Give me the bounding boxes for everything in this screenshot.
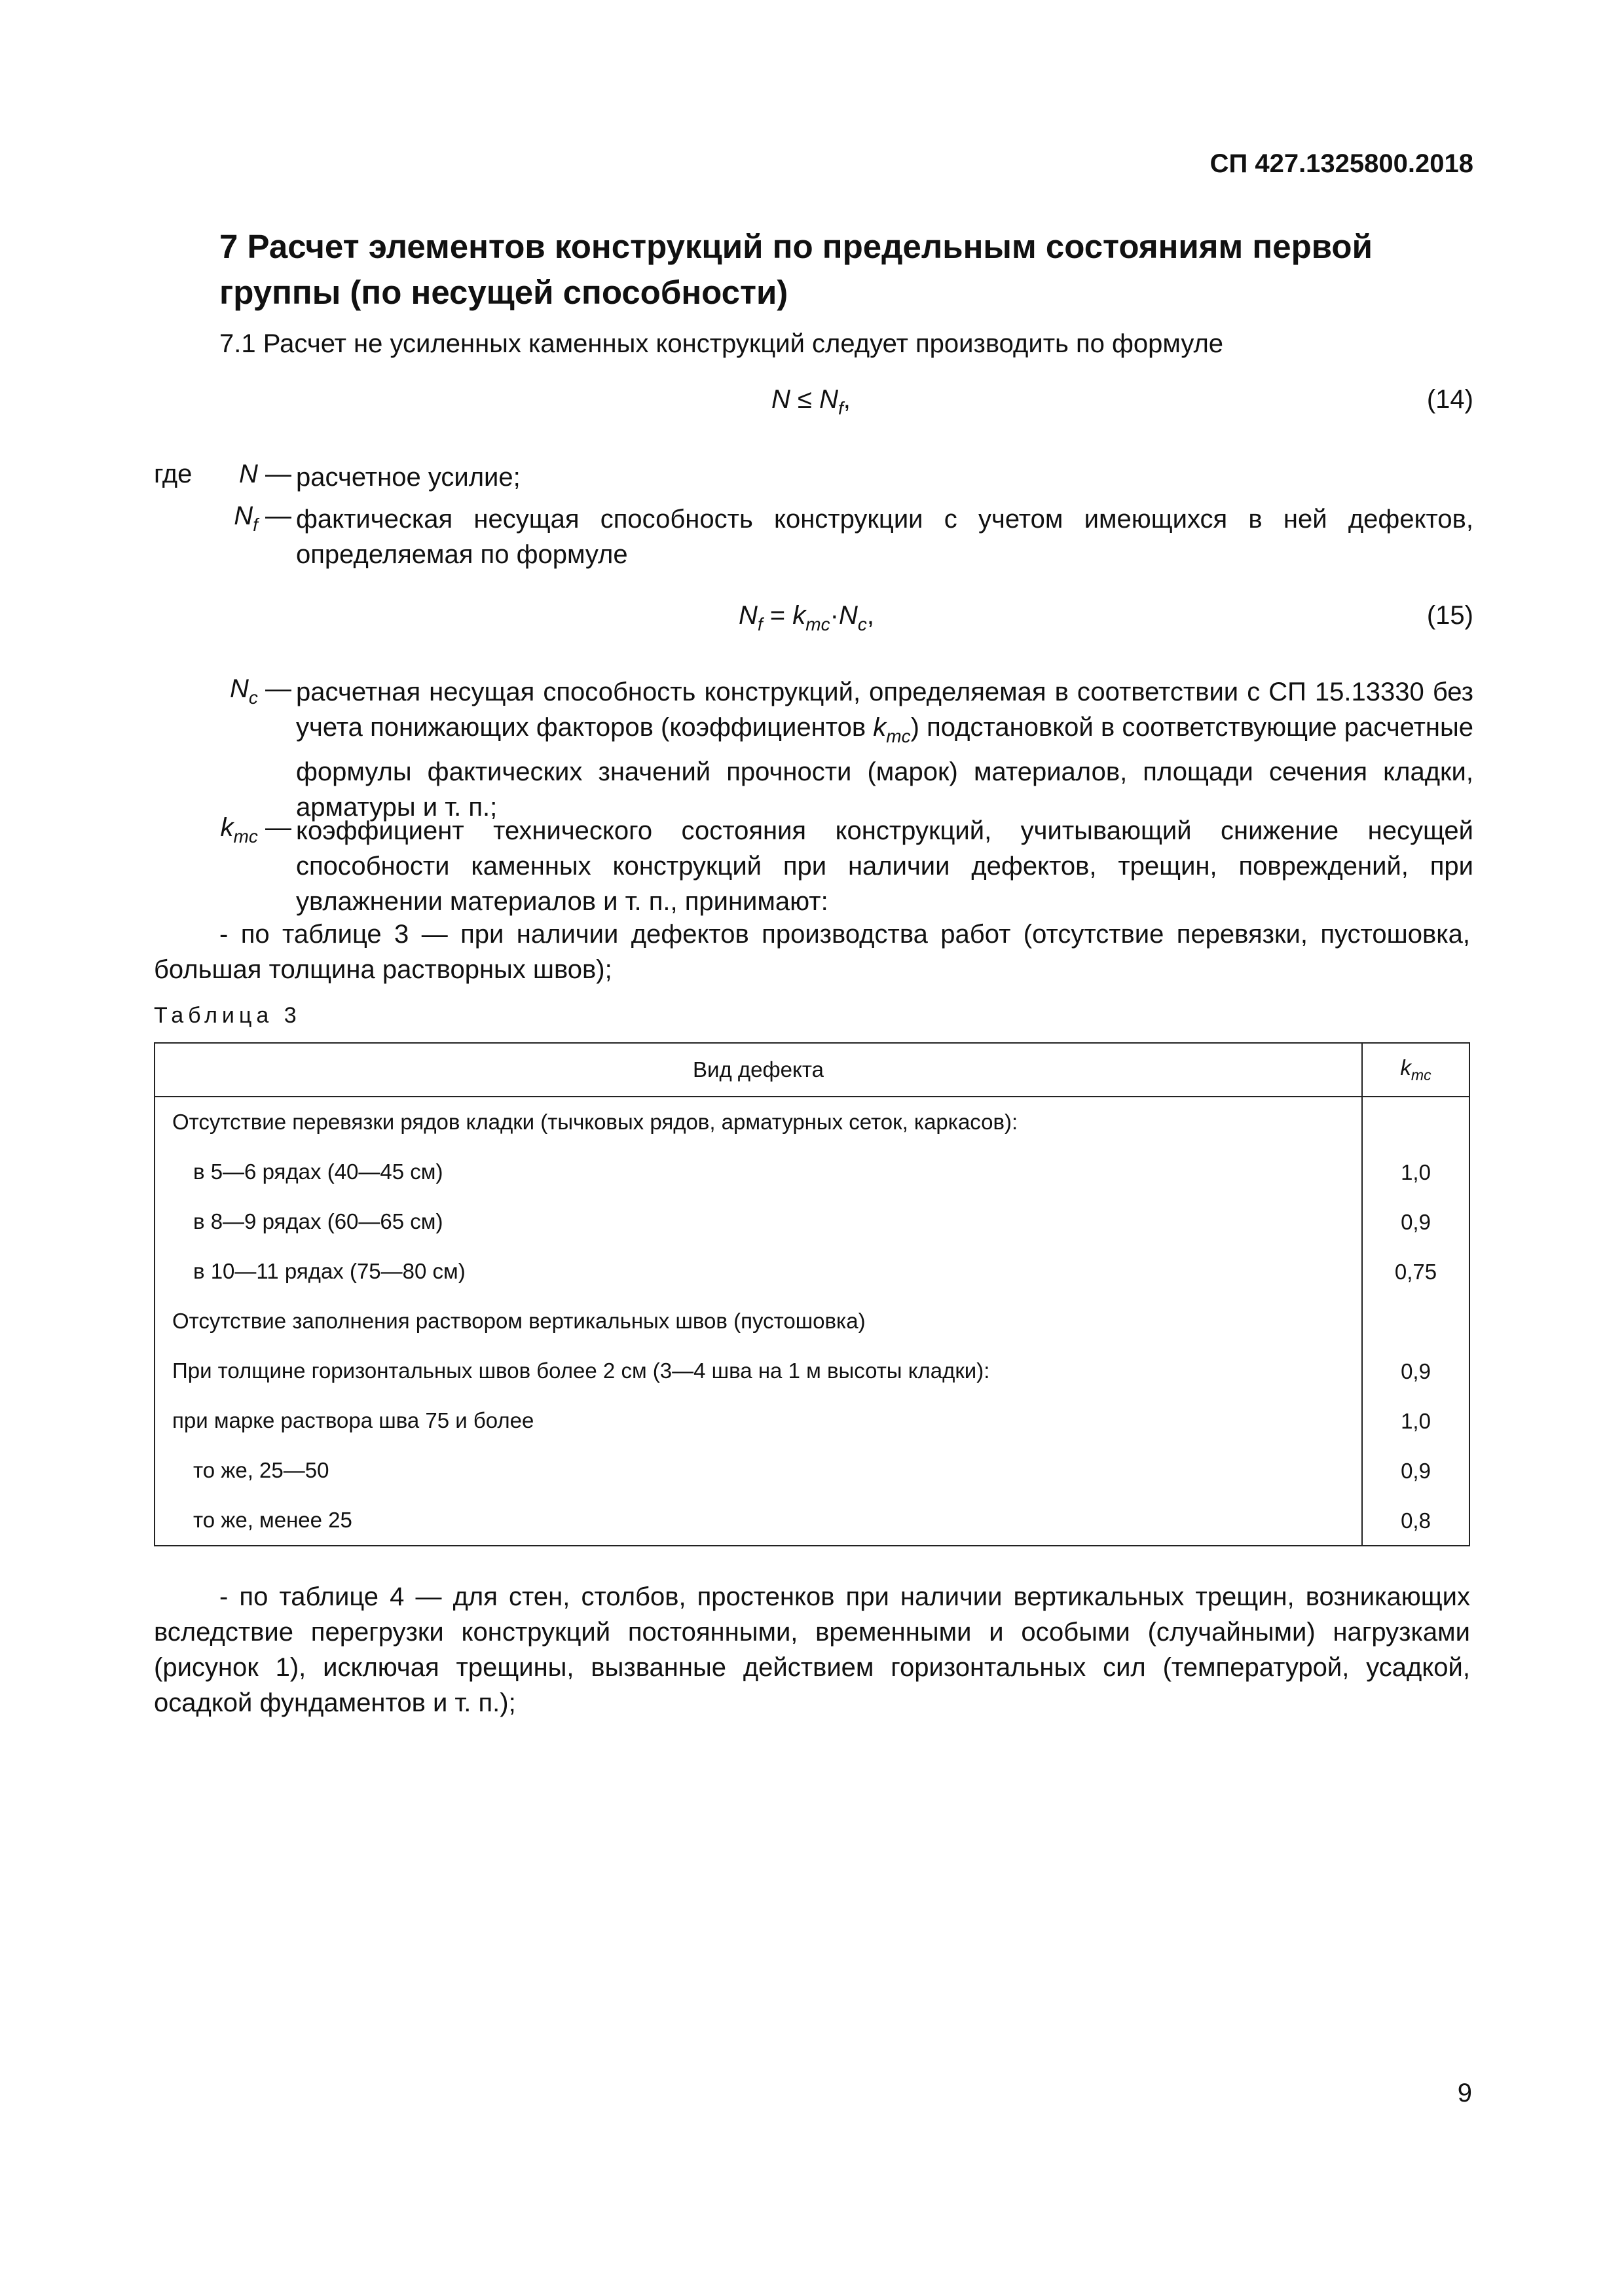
inline-symbol: k xyxy=(873,713,887,742)
term-subscript: c xyxy=(248,687,258,708)
equation-number-14: (14) xyxy=(1426,385,1473,414)
bullet-table-4: - по таблице 4 — для стен, столбов, простенков при наличии вертикальных трещин, возникающих вследствие перегрузки конструкций постоянными, временными и особыми (случайными) нагрузками (рисунок 1), исключая трещины, вызванные действием горизонтальных сил (температурой, усадкой, осадкой фундаментов и т. п.); xyxy=(154,1582,1470,1717)
definition-text-kmc: коэффициент технического состояния конструкций, учитывающий снижение несущей способности каменных конструкций при наличии дефектов, трещин, повреждений, при увлажнении материалов и т. п., принимают: xyxy=(296,816,1473,916)
table-row xyxy=(155,1396,1469,1446)
section-title: 7 Расчет элементов конструкций по предельным состояниям первой группы (по несущей способности) xyxy=(219,228,1373,311)
table-caption: Таблица 3 xyxy=(154,1003,301,1028)
formula-15-k: k xyxy=(792,601,806,630)
definition-text-N: расчетное усилие; xyxy=(296,463,521,492)
where-label: где xyxy=(154,460,193,488)
formula-15-k-sub: mc xyxy=(805,613,830,634)
page-number: 9 xyxy=(1457,2079,1472,2107)
formula-15-lhs: N xyxy=(739,601,758,630)
formula-15-dot: · xyxy=(830,601,839,630)
row-value: 1,0 xyxy=(1362,1147,1469,1197)
row-value xyxy=(1362,1296,1469,1346)
header-kmc xyxy=(1362,1043,1469,1097)
formula-14-op: ≤ xyxy=(798,385,812,414)
term-dash: — xyxy=(265,460,291,488)
row-description: Отсутствие заполнения раствором вертикальных швов (пустошовка) xyxy=(155,1296,1362,1346)
row-description: При толщине горизонтальных швов более 2 см (3—4 шва на 1 м высоты кладки): xyxy=(155,1346,1362,1396)
term-symbol: N xyxy=(229,674,249,703)
definition-term-N xyxy=(154,460,291,489)
table-row xyxy=(155,1495,1469,1546)
formula-15-trail: , xyxy=(866,601,874,630)
formula-14-lhs: N xyxy=(771,385,790,414)
text-part: ) подстановкой в соответствующие расчетные формулы фактических значений прочности (марок) материалов, площади сечения кладки, арматуры и т. п.; xyxy=(296,713,1473,822)
formula-14-trail: , xyxy=(843,385,851,414)
header-k-symbol: k xyxy=(1400,1055,1411,1080)
row-value: 0,8 xyxy=(1362,1495,1469,1546)
definition-term-Nf xyxy=(154,501,291,536)
row-description: при марке раствора шва 75 и более xyxy=(155,1396,1362,1446)
row-value xyxy=(1362,1097,1469,1147)
formula-15-lhs-sub: f xyxy=(757,613,763,634)
row-value: 1,0 xyxy=(1362,1396,1469,1446)
row-value: 0,75 xyxy=(1362,1247,1469,1296)
row-description: в 8—9 рядах (60—65 см) xyxy=(155,1197,1362,1247)
definition-text-Nf: фактическая несущая способность конструкции с учетом имеющихся в ней дефектов, определяемая по формуле xyxy=(296,505,1473,569)
formula-14 xyxy=(771,385,851,419)
row-description: в 5—6 рядах (40—45 см) xyxy=(155,1147,1362,1197)
term-symbol: N xyxy=(238,460,258,488)
formula-15 xyxy=(739,601,874,635)
table-row xyxy=(155,1197,1469,1247)
table-3 xyxy=(154,1042,1470,1546)
term-dash: — xyxy=(265,674,291,703)
formula-14-rhs-sub: f xyxy=(838,397,843,418)
table-row xyxy=(155,1247,1469,1296)
definition-term-kmc xyxy=(154,813,291,847)
term-subscript: mc xyxy=(233,826,258,847)
term-dash: — xyxy=(265,813,291,842)
definition-text-Nc xyxy=(296,674,1473,825)
table-row xyxy=(155,1147,1469,1197)
definition-term-Nc xyxy=(154,674,291,708)
header-defect: Вид дефекта xyxy=(155,1043,1362,1097)
row-value: 0,9 xyxy=(1362,1197,1469,1247)
table-row xyxy=(155,1446,1469,1495)
bullet-table-3: - по таблице 3 — при наличии дефектов производства работ (отсутствие перевязки, пустошовка, большая толщина растворных швов); xyxy=(154,920,1470,984)
row-description: в 10—11 рядах (75—80 см) xyxy=(155,1247,1362,1296)
term-dash: — xyxy=(265,501,291,530)
table-row xyxy=(155,1346,1469,1396)
document-code: СП 427.1325800.2018 xyxy=(1209,149,1473,178)
paragraph-7-1: 7.1 Расчет не усиленных каменных конструкций следует производить по формуле xyxy=(219,329,1224,358)
formula-15-n-sub: c xyxy=(857,613,867,634)
row-value: 0,9 xyxy=(1362,1346,1469,1396)
inline-symbol-subscript: mc xyxy=(886,725,911,746)
row-description: то же, менее 25 xyxy=(155,1495,1362,1546)
term-symbol: N xyxy=(234,501,253,530)
term-subscript: f xyxy=(253,514,258,535)
table-row xyxy=(155,1296,1469,1346)
row-description: Отсутствие перевязки рядов кладки (тычковых рядов, арматурных сеток, каркасов): xyxy=(155,1097,1362,1147)
formula-15-n: N xyxy=(838,601,858,630)
row-description: то же, 25—50 xyxy=(155,1446,1362,1495)
equation-number-15: (15) xyxy=(1426,601,1473,630)
term-symbol: k xyxy=(220,813,234,842)
formula-14-rhs: N xyxy=(819,385,838,414)
text-part: расчетная несущая способность конструкций, определяемая в соответствии с СП 15.13330 без учета понижающих факторов (коэффициентов xyxy=(296,678,1473,742)
formula-15-op: = xyxy=(769,601,786,630)
row-value: 0,9 xyxy=(1362,1446,1469,1495)
table-row xyxy=(155,1097,1469,1147)
header-k-subscript: mc xyxy=(1411,1066,1431,1084)
table-header-row xyxy=(155,1043,1469,1097)
